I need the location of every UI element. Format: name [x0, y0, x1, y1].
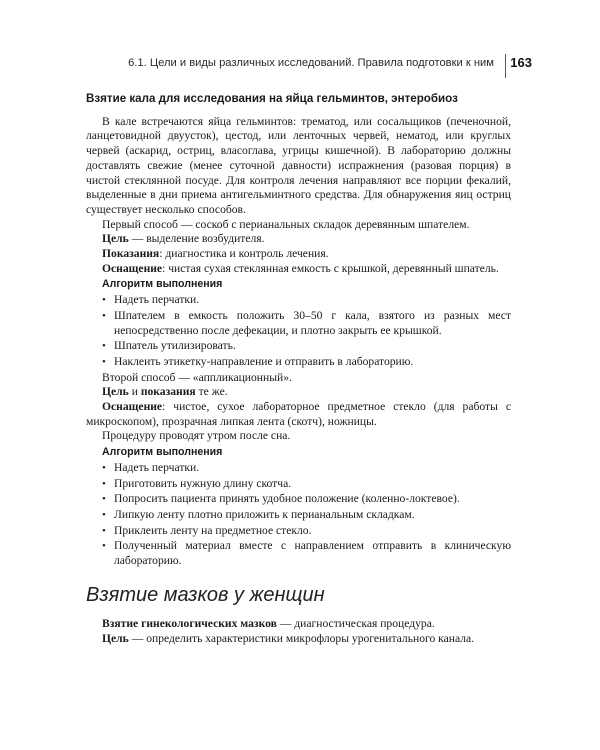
section-heading: Взятие кала для исследования на яйца гельминтов, энтеробиоз [86, 92, 458, 105]
bullet-icon: • [102, 340, 106, 353]
list-item: • Надеть перчатки. [102, 293, 200, 307]
list-item: • Надеть перчатки. [102, 460, 200, 474]
list-item: • Полученный материал вместе с направлением отправить в клиническую лабораторию. [102, 539, 511, 568]
bullet-icon: • [102, 461, 106, 474]
gyn-goal-paragraph: Цель — определить характеристики микрофлоры урогенитального канала. [102, 631, 475, 645]
page-content [86, 92, 511, 646]
gyn-smears-label: Взятие гинекологических мазков [102, 616, 277, 630]
bullet-icon: • [102, 309, 106, 322]
method-one-paragraph: Первый способ — соскоб с перианальных складок деревянным шпателем. [102, 217, 470, 231]
page-number: 163 [510, 55, 532, 70]
indications-label: показания [140, 385, 196, 399]
header-divider [505, 54, 506, 78]
bullet-icon: • [102, 355, 106, 368]
list-item: • Шпателем в емкость положить 30–50 г кала, взятого из разных мест непосредственно после дефекации, и плотно закрыть ее крышкой. [102, 308, 511, 337]
list-item: • Приготовить нужную длину скотча. [102, 476, 292, 490]
list-item: • Наклеить этикетку-направление и отправить в лабораторию. [102, 354, 414, 368]
gyn-smears-paragraph: Взятие гинекологических мазков — диагностическая процедура. [102, 616, 435, 630]
goal-label: Цель [102, 631, 129, 645]
bullet-icon: • [102, 524, 106, 537]
method-two-timing: Процедуру проводят утром после сна. [102, 429, 291, 443]
algorithm-title-2: Алгоритм выполнения [102, 446, 223, 459]
bullet-icon: • [102, 477, 106, 490]
equipment-text: : чистое, сухое лабораторное предметное стекло (для работы с микроскопом), прозрачная липкая лента (скотч), ножницы. [86, 400, 511, 428]
method-one-steps [86, 293, 511, 370]
bullet-icon: • [102, 493, 106, 506]
list-item: • Шпатель утилизировать. [102, 339, 236, 353]
running-title: 6.1. Цели и виды различных исследований. Правила подготовки к ним [128, 57, 494, 69]
goal-text: — выделение возбудителя. [128, 232, 265, 246]
method-two-goal: Цель и показания те же. [102, 385, 228, 399]
method-one-indications [86, 247, 511, 262]
goal-label: Цель [102, 385, 129, 399]
method-one-equipment [86, 262, 511, 277]
running-header [60, 54, 540, 84]
bullet-icon: • [102, 540, 106, 553]
major-heading: Взятие мазков у женщин [86, 583, 325, 606]
algorithm-title-1: Алгоритм выполнения [102, 278, 223, 291]
indications-label: Показания [102, 247, 160, 261]
equipment-text: : чистая сухая стеклянная емкость с крышкой, деревянный шпатель. [162, 261, 499, 275]
list-item: • Приклеить ленту на предметное стекло. [102, 523, 312, 537]
intro-paragraph: В кале встречаются яйца гельминтов: трематод, или сосальщиков (печеночной, ланцетовидной двуусток), цестод, или ленточных червей, нематод, или круглых червей (аскарид, остриц, власоглава, угрицы кишечной). В лабораторию должны доставлять свежие (менее суточной давности) испражнения (разовая порция) в чистой стеклянной посуде. Для контроля лечения направляют все порции фекалий, выделенные в дни приема антигельминтного средства. Для обнаружения яиц остриц существует несколько способов. [86, 114, 511, 216]
list-item: • Липкую ленту плотно приложить к перианальным складкам. [102, 507, 415, 521]
indications-text: : диагностика и контроль лечения. [159, 247, 329, 261]
bullet-icon: • [102, 294, 106, 307]
method-two-steps [86, 461, 511, 569]
goal-label: Цель [102, 232, 129, 246]
bullet-icon: • [102, 508, 106, 521]
equipment-label: Оснащение [102, 400, 163, 414]
list-item: • Попросить пациента принять удобное положение (коленно-локтевое). [102, 492, 460, 506]
method-one-goal [86, 232, 511, 247]
equipment-label: Оснащение [102, 261, 163, 275]
method-two-equipment [86, 400, 511, 429]
method-two-paragraph: Второй способ — «аппликационный». [102, 370, 292, 384]
